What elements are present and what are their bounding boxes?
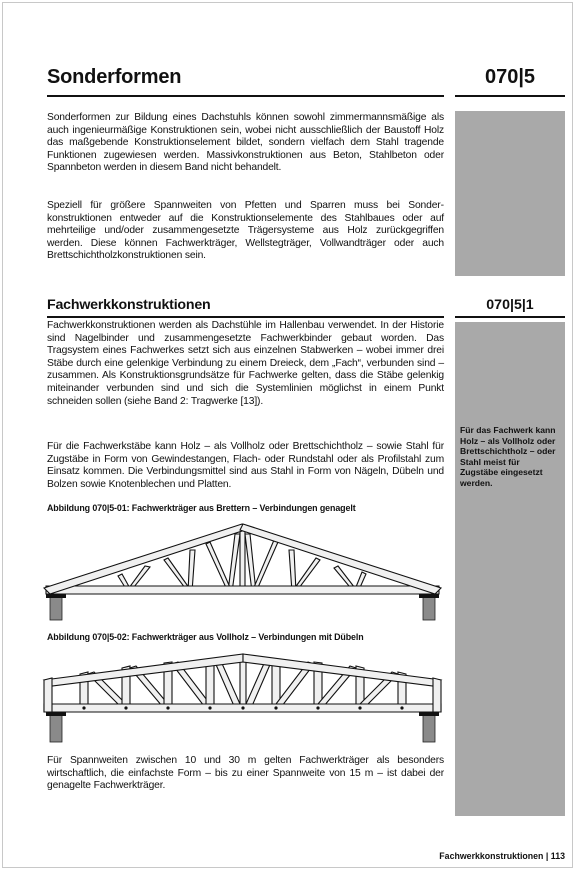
intro-paragraph-2: Speziell für größere Spannweiten von Pfetten und Sparren muss bei Sonderkonstruktionen entweder auf die Konstruktionselemente des Stahlbaues oder auf mehrteilige und/oder zusammengesetzte Trägersysteme aus Holz zurückgegriffen werden. Diese können Fachwerkträger, Wellstegträger, Vollwandträger oder auch Brettschichtholzkonstruktionen sein. [47,200,444,262]
footer-page-number: 113 [550,851,565,861]
page-footer [300,851,565,861]
footer-separator: | [545,851,549,861]
fachwerk-paragraph-1: Fachwerkkonstruktionen werden als Dachstühle im Hallenbau verwendet. In der Historie sind Nagelbinder und zusammengesetzte Fachwerkbinder gebaut worden. Das Tragsystem eines Fachwerkes setzt sich aus einzelnen Stabwerken – wobei immer drei Stäbe durch eine gelenkige Verbindung zu einem Dreieck, dem „Fach“, verbunden sind – zusammen. Als Konstruktionsgrundsätze für Fachwerke gelten, dass die Stäbe gelenkig miteinander verbunden sind und sich die Systemlinien möglichst in einem Punkt schneiden sollen (siehe Band 2: Tragwerke [13]). [47,320,444,407]
figure-2-truss [40,652,445,744]
support-cap-left [46,594,66,598]
end-post-right [433,678,441,712]
end-post-left [44,678,52,712]
figure-1-truss [40,522,445,622]
support-cap-right [419,594,439,598]
bottom-chord [46,586,439,594]
sidebar-block-1 [455,111,565,276]
web-members [80,658,406,706]
section-rule-left [47,95,444,97]
footer-running-title: Fachwerkkonstruktionen [439,851,544,861]
sidebar-block-2 [455,322,565,816]
fachwerk-paragraph-2: Für die Fachwerkstäbe kann Holz – als Vollholz oder Brettschichtholz – sowie Stahl für Zugstäbe in Form von Gewindestangen, Flach- oder Rundstahl oder als Profilstahl zum Einsatz kommen. Die Verbindungsmittel sind aus Stahl in Form von Nägeln, Dübeln und Bolzen sowie Knotenblechen und Platten. [47,441,444,490]
subsection-title: Fachwerkkonstruktionen [47,297,211,313]
section-number: 070|5 [484,66,536,88]
margin-note: Für das Fachwerk kann Holz – als Vollholz oder Brettschichtholz – oder Stahl meist für Zugstäbe eingesetzt werden. [460,425,556,488]
figure-1-caption: Abbildung 070|5-01: Fachwerkträger aus Brettern – Verbindungen genagelt [47,503,356,513]
intro-paragraph-1: Sonderformen zur Bildung eines Dachstuhls können sowohl zimmermannsmäßige als auch ingenieurmäßige Konstruktionen sein, wobei nicht ausschließlich der Baustoff Holz das maßgebende Konstruktionselement bildet, sondern vielfach dem Stahl tragende Funktionen zugewiesen werden. Massivkonstruktionen aus Beton, Stahlbeton oder Spannbeton werden in diesem Band nicht behandelt. [47,112,444,174]
subsection-rule-right [455,316,565,318]
closing-paragraph: Für Spannweiten zwischen 10 und 30 m gelten Fachwerkträger als besonders wirtschaftlich, die einfachste Form – bis zu einer Spannweite von 15 m – ist dabei der genagelte Fachwerkträger. [47,755,444,792]
support-cap-right [419,712,439,716]
section-title: Sonderformen [47,66,182,88]
subsection-number: 070|5|1 [486,297,534,313]
section-rule-right [455,95,565,97]
support-cap-left [46,712,66,716]
subsection-rule-left [47,316,444,318]
figure-2-caption: Abbildung 070|5-02: Fachwerkträger aus Vollholz – Verbindungen mit Dübeln [47,632,364,642]
